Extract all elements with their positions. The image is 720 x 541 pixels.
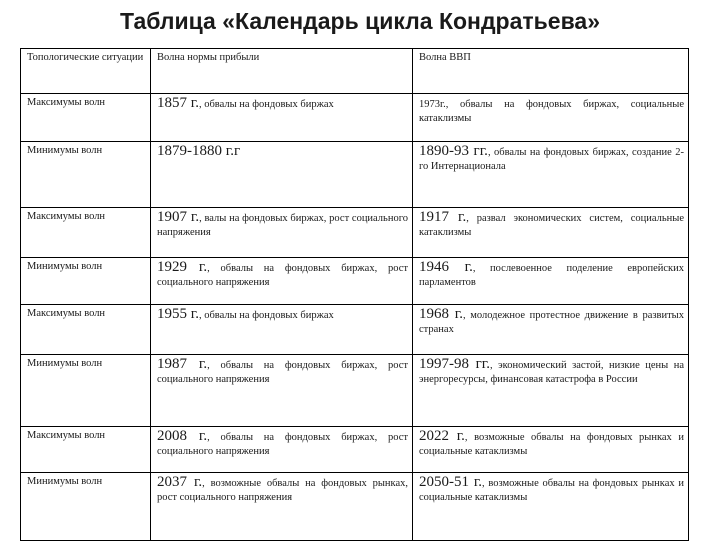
profit-wave-cell bbox=[151, 94, 413, 142]
table-header-row bbox=[21, 49, 689, 94]
gdp-year: 1968 г. bbox=[419, 306, 463, 322]
profit-year: 1879-1880 г.г bbox=[157, 143, 241, 159]
header-situations: Топологические ситуации bbox=[21, 49, 151, 94]
situation-cell: Минимумы волн bbox=[21, 258, 151, 305]
table-row bbox=[21, 94, 689, 142]
profit-wave-cell bbox=[151, 355, 413, 427]
gdp-wave-cell bbox=[413, 473, 689, 541]
gdp-wave-cell bbox=[413, 94, 689, 142]
gdp-year: 1890-93 гг. bbox=[419, 143, 488, 159]
gdp-text: 1973г., обвалы на фондовых биржах, социальные катаклизмы bbox=[419, 99, 684, 124]
table-row bbox=[21, 427, 689, 473]
situation-cell: Минимумы волн bbox=[21, 142, 151, 208]
profit-wave-cell bbox=[151, 305, 413, 355]
gdp-wave-cell bbox=[413, 258, 689, 305]
profit-text: , обвалы на фондовых биржах, рост социального напряжения bbox=[157, 263, 409, 288]
gdp-year: 2022 г. bbox=[419, 428, 465, 444]
gdp-wave-cell bbox=[413, 355, 689, 427]
profit-year: 2008 г. bbox=[157, 428, 208, 444]
gdp-wave-cell bbox=[413, 305, 689, 355]
profit-wave-cell bbox=[151, 473, 413, 541]
profit-wave-cell bbox=[151, 142, 413, 208]
kondratiev-calendar-table bbox=[20, 48, 689, 541]
gdp-wave-cell bbox=[413, 427, 689, 473]
situation-cell: Максимумы волн bbox=[21, 305, 151, 355]
profit-wave-cell bbox=[151, 427, 413, 473]
profit-year: 1857 г. bbox=[157, 95, 199, 111]
gdp-year: 1917 г. bbox=[419, 209, 467, 225]
table-row bbox=[21, 208, 689, 258]
gdp-year: 2050-51 г. bbox=[419, 474, 483, 490]
gdp-text: , развал экономических систем, социальные катаклизмы bbox=[419, 213, 685, 238]
gdp-wave-cell bbox=[413, 208, 689, 258]
profit-text: , валы на фондовых биржах, рост социального напряжения bbox=[157, 213, 408, 238]
profit-wave-cell bbox=[151, 258, 413, 305]
situation-cell: Максимумы волн bbox=[21, 208, 151, 258]
situation-cell: Минимумы волн bbox=[21, 355, 151, 427]
gdp-wave-cell bbox=[413, 142, 689, 208]
situation-cell: Максимумы волн bbox=[21, 427, 151, 473]
profit-year: 2037 г. bbox=[157, 474, 203, 490]
profit-year: 1987 г. bbox=[157, 356, 208, 372]
gdp-text: , послевоенное поделение европейских парламентов bbox=[419, 263, 684, 288]
profit-text: , обвалы на фондовых биржах, рост социального напряжения bbox=[157, 360, 409, 385]
profit-text: , возможные обвалы на фондовых рынках, рост социального напряжения bbox=[157, 478, 408, 503]
header-gdp-wave: Волна ВВП bbox=[413, 49, 689, 94]
profit-year: 1929 г. bbox=[157, 259, 208, 275]
table-row bbox=[21, 142, 689, 208]
profit-text: , обвалы на фондовых биржах bbox=[198, 99, 334, 110]
gdp-text: , экономический застой, низкие цены на энергоресурсы, финансовая катастрофа в России bbox=[419, 360, 685, 385]
table-row bbox=[21, 258, 689, 305]
situation-cell: Минимумы волн bbox=[21, 473, 151, 541]
gdp-text: , возможные обвалы на фондовых рынках и социальные катаклизмы bbox=[419, 478, 684, 503]
gdp-text: , молодежное протестное движение в развитых странах bbox=[419, 310, 684, 335]
table-row bbox=[21, 473, 689, 541]
table-row bbox=[21, 355, 689, 427]
page-title: Таблица «Календарь цикла Кондратьева» bbox=[119, 8, 600, 34]
profit-year: 1907 г. bbox=[157, 209, 200, 225]
header-profit-wave: Волна нормы прибыли bbox=[151, 49, 413, 94]
profit-text: , обвалы на фондовых биржах bbox=[198, 310, 334, 321]
profit-text: , обвалы на фондовых биржах, рост социального напряжения bbox=[157, 432, 409, 457]
profit-year: 1955 г. bbox=[157, 306, 199, 322]
gdp-text: , обвалы на фондовых биржах, создание 2-го Интернационала bbox=[419, 147, 684, 172]
gdp-year: 1997-98 гг. bbox=[419, 356, 490, 372]
profit-wave-cell bbox=[151, 208, 413, 258]
table-row bbox=[21, 305, 689, 355]
situation-cell: Максимумы волн bbox=[21, 94, 151, 142]
gdp-text: , возможные обвалы на фондовых рынках и социальные катаклизмы bbox=[419, 432, 684, 457]
gdp-year: 1946 г. bbox=[419, 259, 473, 275]
